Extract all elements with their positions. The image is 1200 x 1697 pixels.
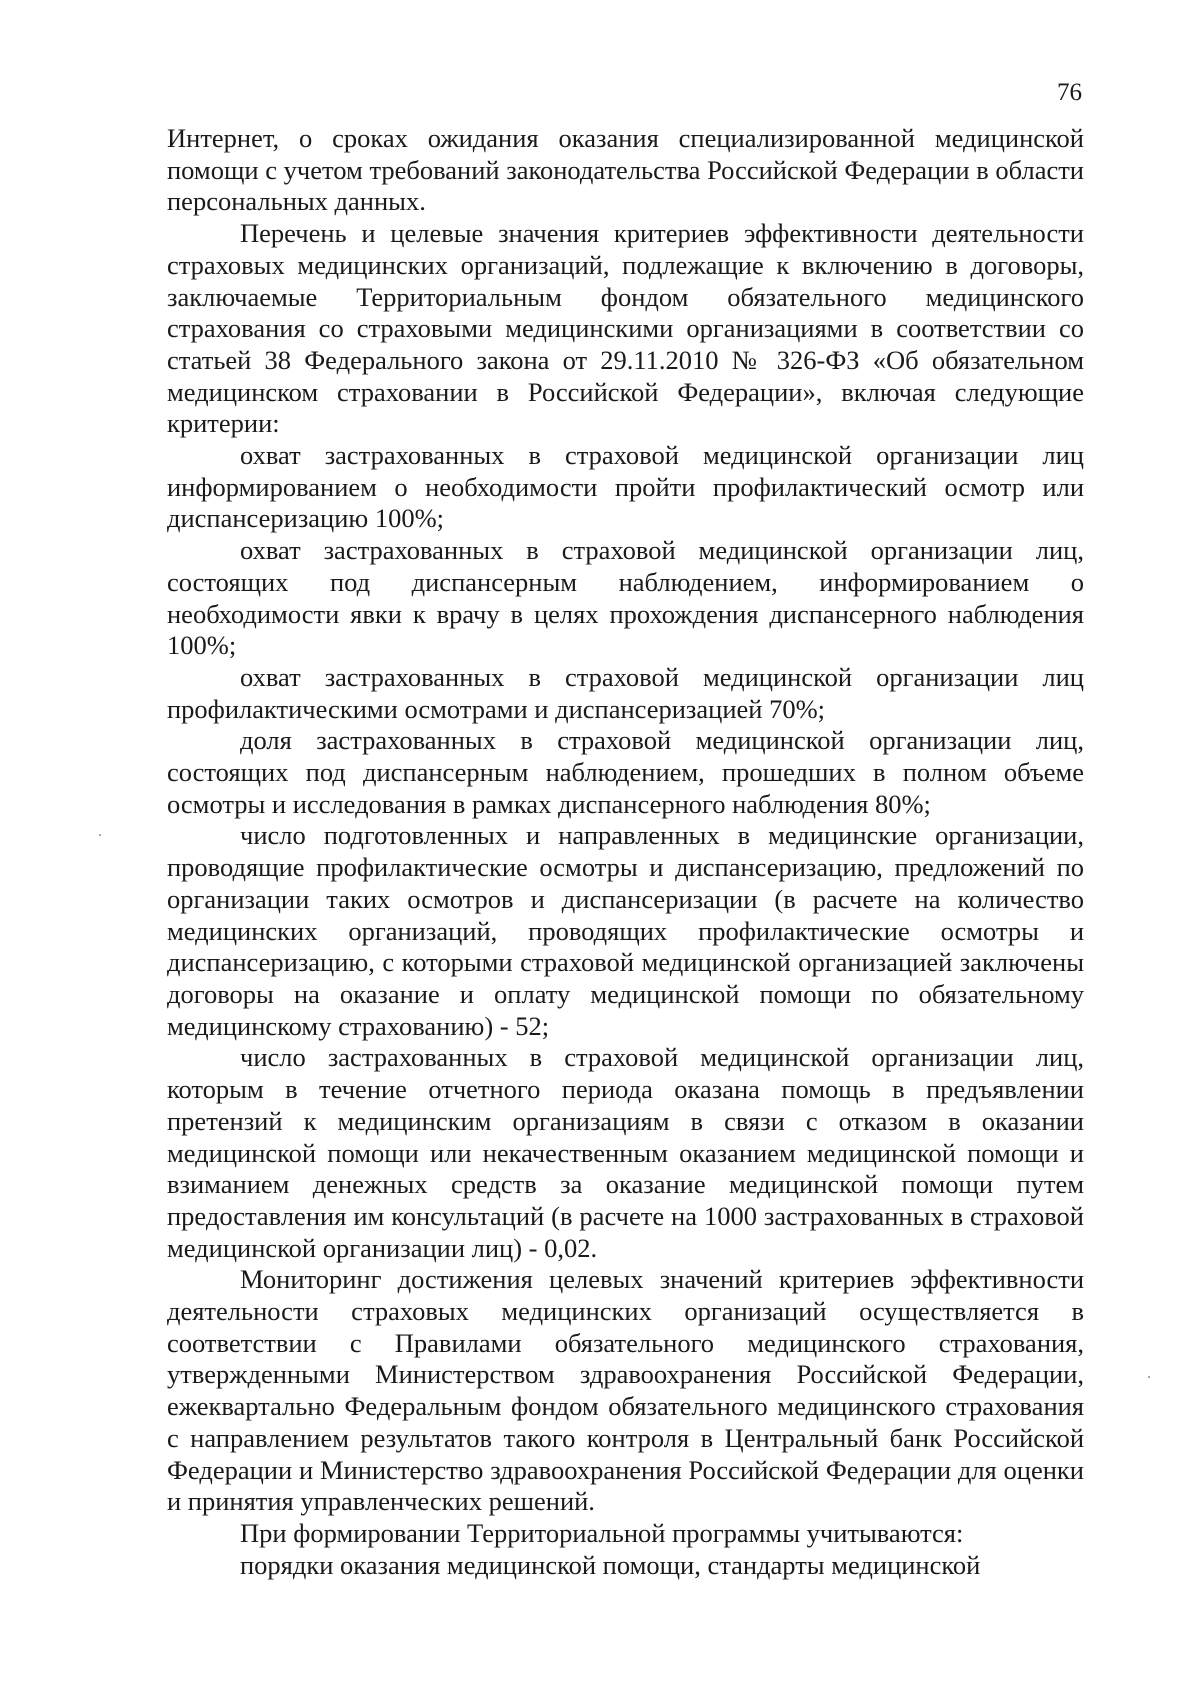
paragraph-criterion-checkup-coverage: охват застрахованных в страховой медицинской организации лиц профилактическими осмотрами и диспансеризацией 70%; [167, 661, 1084, 724]
paragraph-criteria-list-intro: Перечень и целевые значения критериев эффективности деятельности страховых медицинских организаций, подлежащие к включению в договоры, заключаемые Территориальным фондом обязательного медицинского страхования со страховыми медицинскими организациями в соответствии со статьей 38 Федерального закона от 29.11.2010 № 326-ФЗ «Об обязательном медицинском страховании в Российской Федерации», включая следующие критерии: [167, 218, 1084, 439]
paragraph-criterion-informing-dispensary: охват застрахованных в страховой медицинской организации лиц, состоящих под диспансерным наблюдением, информированием о необходимости явки к врачу в целях прохождения диспансерного наблюдения 100%; [167, 535, 1084, 661]
document-body [167, 123, 1084, 1581]
paragraph-criterion-informing-checkup: охват застрахованных в страховой медицинской организации лиц информированием о необходимости пройти профилактический осмотр или диспансеризацию 100%; [167, 440, 1084, 534]
scan-speck-right [1148, 1376, 1150, 1378]
paragraph-care-procedures: порядки оказания медицинской помощи, стандарты медицинской [240, 1549, 981, 1580]
paragraph-criterion-consultations: число застрахованных в страховой медицинской организации лиц, которым в течение отчетного периода оказана помощь в предъявлении претензий к медицинским организациям в связи с отказом в оказании медицинской помощи или некачественным оказанием медицинской помощи и взиманием денежных средств за оказание медицинской помощи путем предоставления им консультаций (в расчете на 1000 застрахованных в страховой медицинской организации лиц) - 0,02. [167, 1042, 1084, 1263]
paragraph-criterion-proposals-count: число подготовленных и направленных в медицинские организации, проводящие профилактические осмотры и диспансеризацию, предложений по организации таких осмотров и диспансеризации (в расчете на количество медицинских организаций, проводящих профилактические осмотры и диспансеризацию, с которыми страховой медицинской организацией заключены договоры на оказание и оплату медицинской помощи по обязательному медицинскому страхованию) - 52; [167, 820, 1084, 1041]
scan-speck-left [99, 834, 101, 836]
page-number: 76 [1057, 79, 1082, 106]
paragraph-criterion-dispensary-share: доля застрахованных в страховой медицинской организации лиц, состоящих под диспансерным наблюдением, прошедших в полном объеме осмотры и исследования в рамках диспансерного наблюдения 80%; [167, 725, 1084, 819]
paragraph-monitoring: Мониторинг достижения целевых значений критериев эффективности деятельности страховых медицинских организаций осуществляется в соответствии с Правилами обязательного медицинского страхования, утвержденными Министерством здравоохранения Российской Федерации, ежеквартально Федеральным фондом обязательного медицинского страхования с направлением результатов такого контроля в Центральный банк Российской Федерации и Министерство здравоохранения Российской Федерации для оценки и принятия управленческих решений. [167, 1264, 1084, 1517]
paragraph-program-considerations: При формировании Территориальной программы учитываются: [240, 1517, 964, 1548]
paragraph-internet-continuation: Интернет, о сроках ожидания оказания специализированной медицинской помощи с учетом требований законодательства Российской Федерации в области персональных данных. [167, 123, 1084, 217]
